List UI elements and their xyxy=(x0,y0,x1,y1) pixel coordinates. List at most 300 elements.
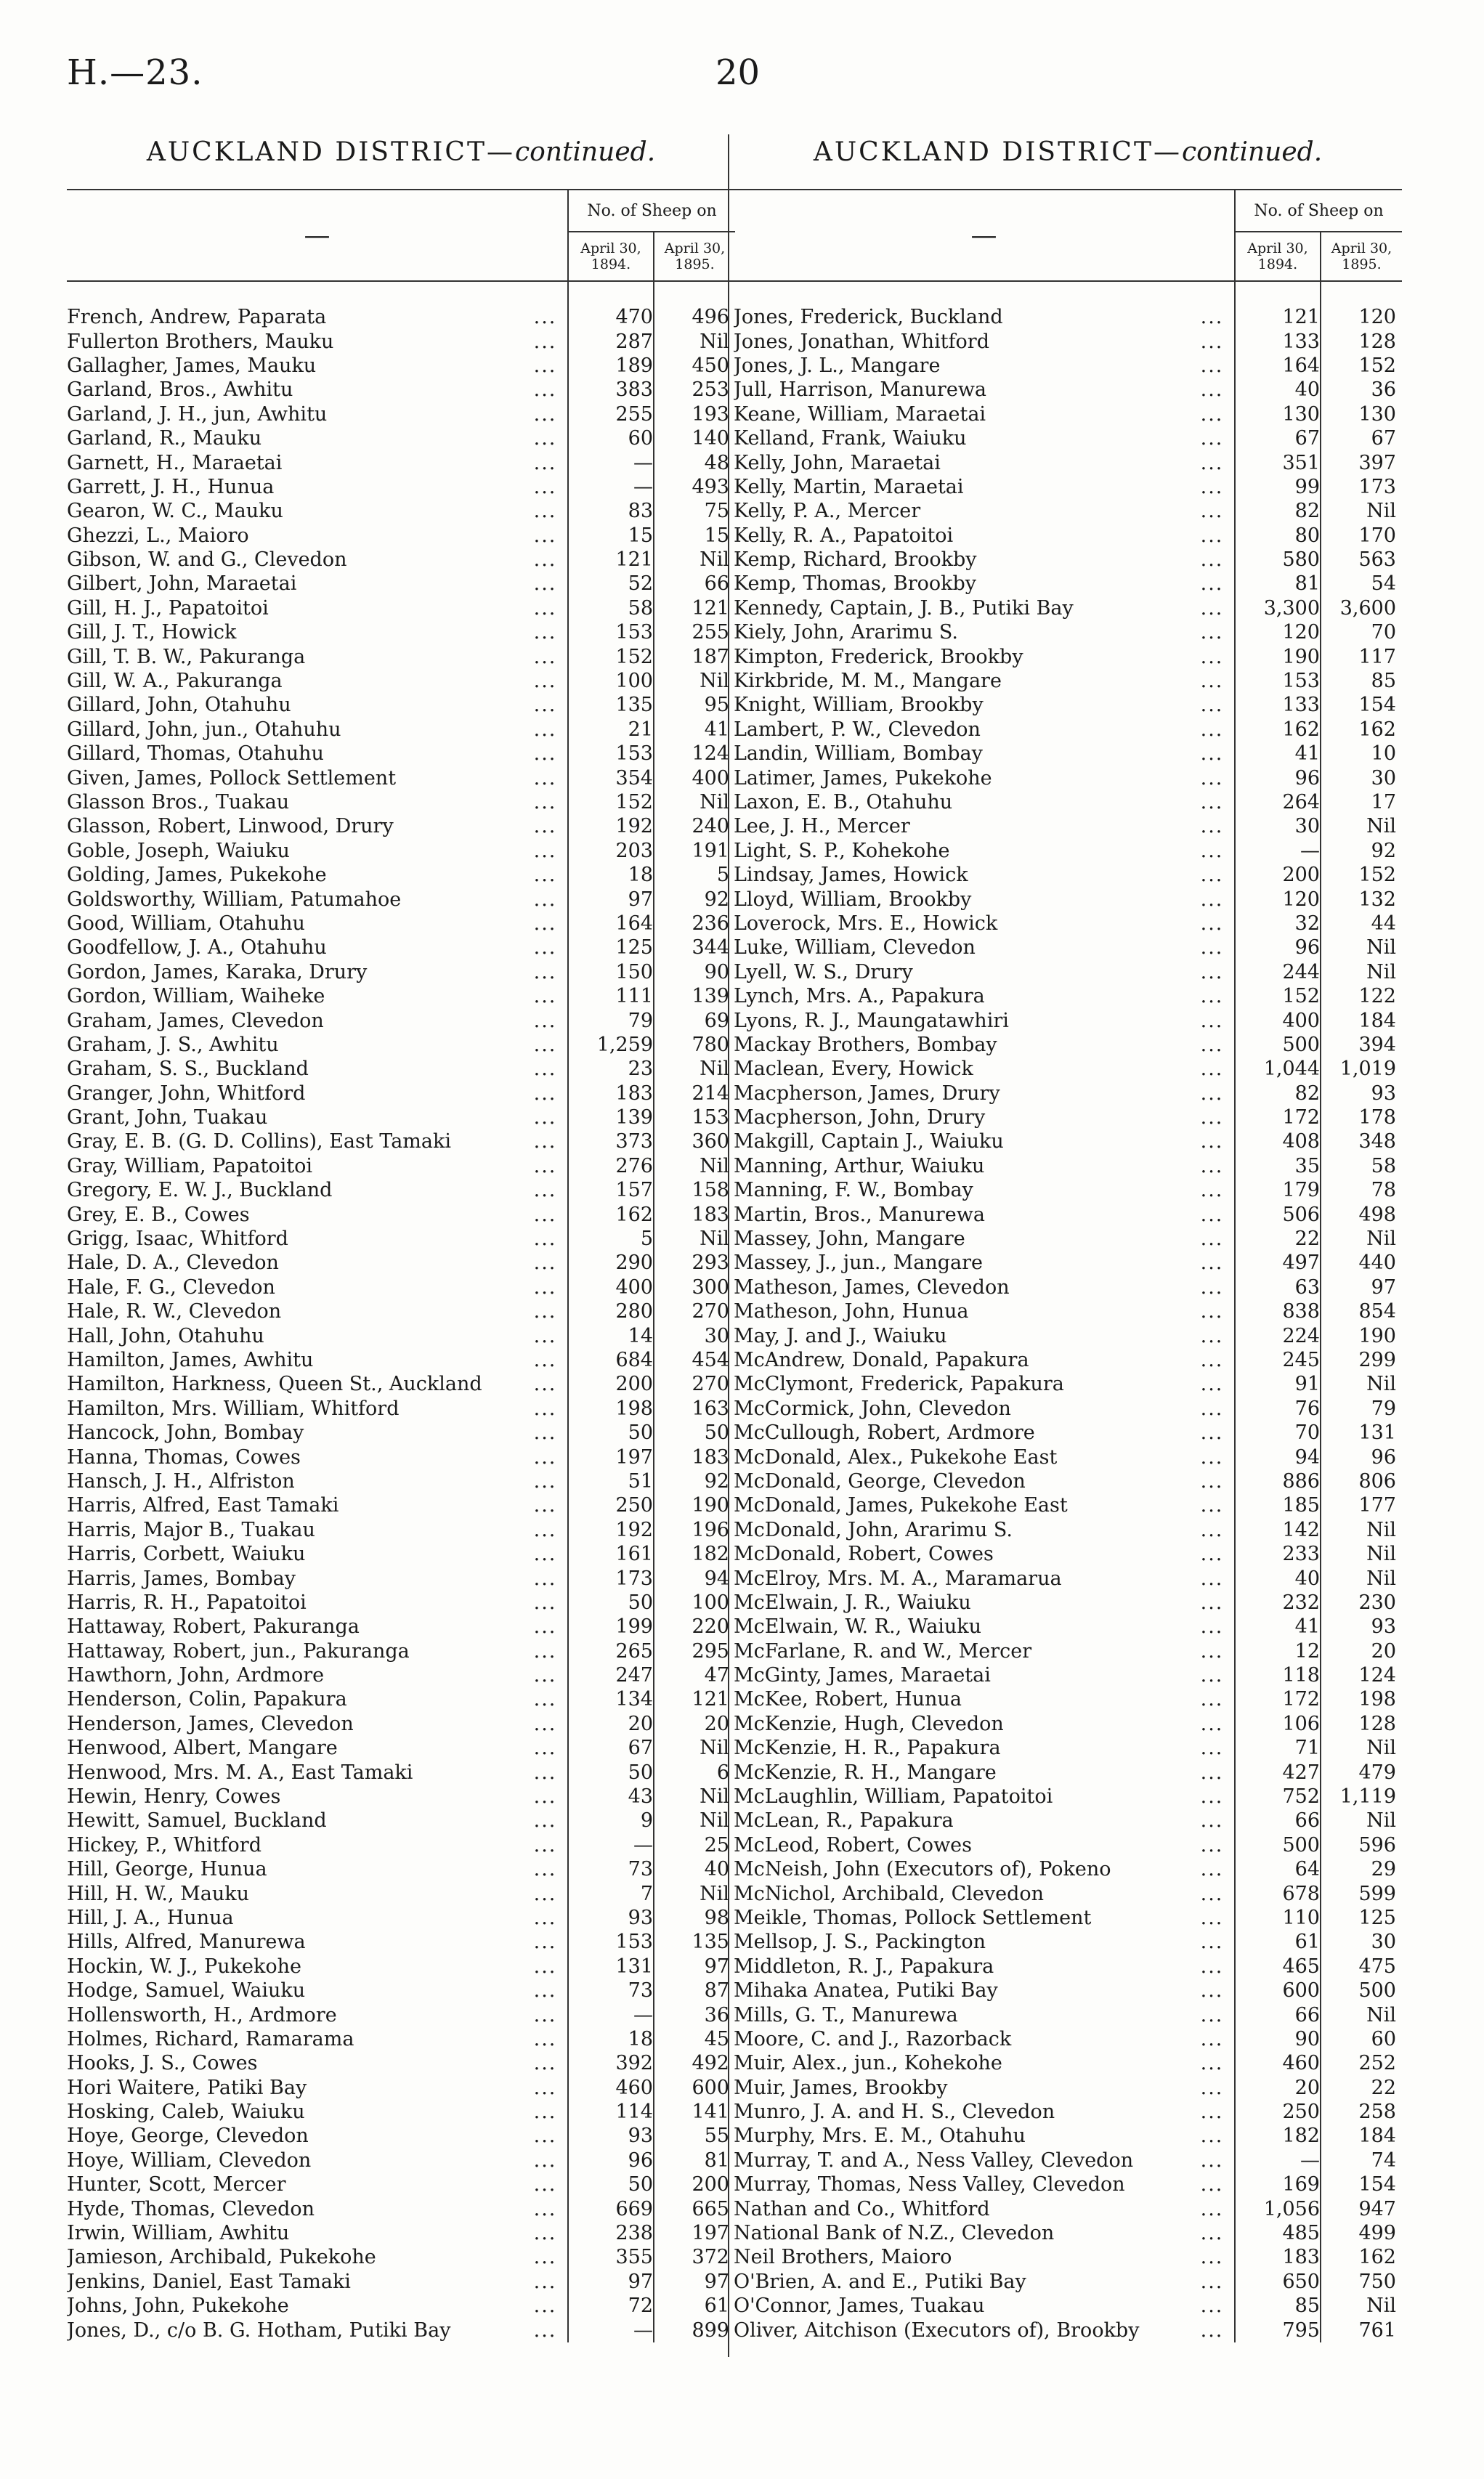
sheep-1894: 465 xyxy=(1235,1955,1321,1979)
table-row xyxy=(734,1105,1402,1129)
sheep-1894: 91 xyxy=(1235,1372,1321,1396)
owner-name: Jull, Harrison, Manurewa xyxy=(734,378,987,402)
sheep-1894: 135 xyxy=(568,693,654,717)
sheep-1894: 3,300 xyxy=(1235,596,1321,620)
leader-dots: ... xyxy=(1200,1445,1224,1469)
sheep-1895: 496 xyxy=(654,305,735,329)
sheep-1895: 125 xyxy=(1321,1906,1402,1930)
leader-dots: ... xyxy=(1200,1203,1224,1226)
leader-dots: ... xyxy=(1200,985,1224,1008)
sheep-1894: 82 xyxy=(1235,1082,1321,1105)
sheep-1895: 50 xyxy=(654,1421,735,1445)
table-row xyxy=(67,960,735,984)
table-row xyxy=(734,1082,1402,1105)
sheep-1895: 54 xyxy=(1321,572,1402,596)
sheep-1894: 354 xyxy=(568,766,654,790)
table-row xyxy=(67,742,735,766)
sheep-1895: Nil xyxy=(654,1736,735,1760)
owner-name: Macpherson, John, Drury xyxy=(734,1106,986,1129)
sheep-1895: 97 xyxy=(1321,1275,1402,1299)
table-row xyxy=(734,1251,1402,1275)
owner-name: Kirkbride, M. M., Mangare xyxy=(734,670,1002,693)
sheep-1895: 97 xyxy=(654,1955,735,1979)
leader-dots: ... xyxy=(533,1058,557,1081)
sheep-1895: 66 xyxy=(654,572,735,596)
owner-name: Hickey, P., Whitford xyxy=(67,1833,261,1857)
leader-dots: ... xyxy=(533,791,557,814)
leader-dots: ... xyxy=(1200,1421,1224,1445)
leader-dots: ... xyxy=(533,1130,557,1153)
leader-dots: ... xyxy=(533,694,557,717)
sheep-1894: 43 xyxy=(568,1785,654,1809)
sheep-1895: 97 xyxy=(654,2270,735,2294)
sheep-1895: 236 xyxy=(654,912,735,936)
table-row xyxy=(734,1154,1402,1178)
owner-name: O'Brien, A. and E., Putiki Bay xyxy=(734,2270,1026,2293)
owner-name: May, J. and J., Waiuku xyxy=(734,1324,947,1347)
sheep-1894: 99 xyxy=(1235,475,1321,499)
sheep-1895: 152 xyxy=(1321,863,1402,887)
leader-dots: ... xyxy=(533,1737,557,1760)
owner-name: Light, S. P., Kohekohe xyxy=(734,839,950,862)
sheep-1894: 400 xyxy=(1235,1008,1321,1032)
sheep-1894: 61 xyxy=(1235,1930,1321,1954)
sheep-1895: 184 xyxy=(1321,2124,1402,2148)
sheep-1895: 92 xyxy=(1321,839,1402,863)
table-row xyxy=(67,669,735,693)
sheep-1894: 795 xyxy=(1235,2318,1321,2342)
table-row xyxy=(734,1979,1402,2003)
owner-name: O'Connor, James, Tuakau xyxy=(734,2295,985,2318)
table-row xyxy=(734,548,1402,572)
sheep-1894: 32 xyxy=(1235,912,1321,936)
sheep-1895: 780 xyxy=(654,1033,735,1057)
sheep-1895: 450 xyxy=(654,354,735,378)
table-row xyxy=(734,2294,1402,2318)
leader-dots: ... xyxy=(533,621,557,644)
table-row xyxy=(67,718,735,742)
owner-name: Gibson, W. and G., Clevedon xyxy=(67,548,347,572)
sheep-1895: 500 xyxy=(1321,1979,1402,2003)
sheep-1895: 154 xyxy=(1321,693,1402,717)
sheep-1895: Nil xyxy=(654,548,735,572)
leader-dots: ... xyxy=(533,306,557,329)
left-column xyxy=(67,131,735,2342)
table-row xyxy=(67,2124,735,2148)
sheep-1895: 67 xyxy=(1321,426,1402,450)
leader-dots: ... xyxy=(533,1664,557,1687)
owner-name: Harris, Major B., Tuakau xyxy=(67,1518,315,1541)
owner-name: Hancock, John, Bombay xyxy=(67,1421,304,1445)
sheep-1894: 183 xyxy=(1235,2245,1321,2269)
leader-dots: ... xyxy=(533,1203,557,1226)
table-row xyxy=(67,766,735,790)
sheep-1894: 245 xyxy=(1235,1348,1321,1372)
sheep-1894: 64 xyxy=(1235,1857,1321,1881)
leader-dots: ... xyxy=(533,1154,557,1177)
owner-name: McFarlane, R. and W., Mercer xyxy=(734,1639,1032,1663)
sheep-1895: 761 xyxy=(1321,2318,1402,2342)
sheep-1894: 182 xyxy=(1235,2124,1321,2148)
sheep-1894: 470 xyxy=(568,305,654,329)
leader-dots: ... xyxy=(1200,1082,1224,1105)
leader-dots: ... xyxy=(533,2173,557,2196)
sheep-1894: 250 xyxy=(568,1493,654,1517)
sheep-1895: 140 xyxy=(654,426,735,450)
table-row xyxy=(67,1712,735,1736)
leader-dots: ... xyxy=(533,2003,557,2026)
sheep-1894: 79 xyxy=(568,1008,654,1032)
table-row xyxy=(67,2245,735,2269)
sheep-1894: — xyxy=(568,2003,654,2026)
owner-name: Kelland, Frank, Waiuku xyxy=(734,427,967,450)
sheep-1894: 83 xyxy=(568,499,654,523)
sheep-1894: 427 xyxy=(1235,1760,1321,1784)
leader-dots: ... xyxy=(1200,1931,1224,1954)
sheep-1895: 158 xyxy=(654,1178,735,1202)
sheep-1894: 250 xyxy=(1235,2100,1321,2124)
sheep-1895: 93 xyxy=(1321,1082,1402,1105)
table-row xyxy=(67,2051,735,2075)
sheep-1895: 30 xyxy=(1321,1930,1402,1954)
table-row xyxy=(734,1881,1402,1905)
leader-dots: ... xyxy=(533,2027,557,2050)
owner-name: Mellsop, J. S., Packington xyxy=(734,1931,986,1954)
sheep-1895: Nil xyxy=(1321,814,1402,838)
table-row xyxy=(67,1251,735,1275)
owner-name: Hill, H. W., Mauku xyxy=(67,1882,249,1905)
sheep-1894: 40 xyxy=(1235,378,1321,402)
owner-name: Garland, R., Mauku xyxy=(67,427,262,450)
table-row xyxy=(67,354,735,378)
table-row xyxy=(67,1930,735,1954)
sheep-1894: 198 xyxy=(568,1397,654,1421)
owner-name: Munro, J. A. and H. S., Clevedon xyxy=(734,2101,1055,2124)
table-row xyxy=(67,2027,735,2051)
owner-name: Harris, James, Bombay xyxy=(67,1567,296,1590)
sheep-1895: 230 xyxy=(1321,1591,1402,1615)
sheep-1895: 806 xyxy=(1321,1469,1402,1493)
sheep-1895: 124 xyxy=(654,742,735,766)
owner-name: McCullough, Robert, Ardmore xyxy=(734,1421,1035,1445)
sheep-1895: 440 xyxy=(1321,1251,1402,1275)
table-row xyxy=(67,402,735,426)
sheep-1894: 161 xyxy=(568,1542,654,1566)
sheep-1895: 122 xyxy=(1321,984,1402,1008)
owner-name: Jones, Jonathan, Whitford xyxy=(734,330,989,353)
owner-name: Hale, D. A., Clevedon xyxy=(67,1251,279,1275)
table-row xyxy=(67,790,735,814)
sheep-1895: 93 xyxy=(1321,1615,1402,1639)
table-row xyxy=(734,1348,1402,1372)
sheep-1894: 408 xyxy=(1235,1129,1321,1153)
sheep-1894: 21 xyxy=(568,718,654,742)
sheep-1895: 183 xyxy=(654,1202,735,1226)
sheep-1895: Nil xyxy=(1321,1542,1402,1566)
owner-name: Hori Waitere, Patiki Bay xyxy=(67,2076,307,2099)
sheep-1894: 110 xyxy=(1235,1906,1321,1930)
table-row xyxy=(734,1227,1402,1251)
owner-name: Jones, D., c/o B. G. Hotham, Putiki Bay xyxy=(67,2318,451,2342)
table-row xyxy=(734,1785,1402,1809)
sheep-1895: 187 xyxy=(654,644,735,668)
sheep-1894: 199 xyxy=(568,1615,654,1639)
sheep-1894: 114 xyxy=(568,2100,654,2124)
leader-dots: ... xyxy=(1200,912,1224,935)
owner-name: Irwin, William, Awhitu xyxy=(67,2222,290,2245)
sheep-1894: 1,259 xyxy=(568,1033,654,1057)
sheep-1895: 899 xyxy=(654,2318,735,2342)
owner-name: Hodge, Samuel, Waiuku xyxy=(67,1979,306,2003)
table-row xyxy=(67,1760,735,1784)
leader-dots: ... xyxy=(533,1421,557,1445)
sheep-1895: 128 xyxy=(1321,1712,1402,1736)
sheep-1894: 50 xyxy=(568,1760,654,1784)
sheep-1895: 132 xyxy=(1321,887,1402,911)
leader-dots: ... xyxy=(1200,1397,1224,1420)
sheep-1895: 74 xyxy=(1321,2149,1402,2172)
sheep-1895: 394 xyxy=(1321,1033,1402,1057)
sheep-1895: Nil xyxy=(1321,499,1402,523)
owner-name: Garland, J. H., jun, Awhitu xyxy=(67,402,328,426)
sheep-1894: 150 xyxy=(568,960,654,984)
leader-dots: ... xyxy=(533,2101,557,2124)
leader-dots: ... xyxy=(1200,694,1224,717)
sheep-1895: 121 xyxy=(654,1687,735,1711)
table-row xyxy=(734,620,1402,644)
table-row xyxy=(734,936,1402,959)
leader-dots: ... xyxy=(533,912,557,935)
sheep-1894: 41 xyxy=(1235,742,1321,766)
sheep-1894: 265 xyxy=(568,1639,654,1663)
owner-name: Hewitt, Samuel, Buckland xyxy=(67,1809,327,1833)
sheep-1895: 5 xyxy=(654,863,735,887)
sheep-1895: 190 xyxy=(654,1493,735,1517)
sheep-1895: 96 xyxy=(1321,1445,1402,1469)
sheep-1894: 600 xyxy=(1235,1979,1321,2003)
leader-dots: ... xyxy=(1200,402,1224,426)
sheep-1895: 162 xyxy=(1321,718,1402,742)
sheep-1895: 397 xyxy=(1321,450,1402,474)
table-row xyxy=(734,2318,1402,2342)
owner-name: McKenzie, Hugh, Clevedon xyxy=(734,1712,1004,1735)
sheep-1894: 63 xyxy=(1235,1275,1321,1299)
owner-name: Graham, S. S., Buckland xyxy=(67,1058,309,1081)
leader-dots: ... xyxy=(533,1543,557,1566)
table-row xyxy=(734,1493,1402,1517)
sheep-1895: 90 xyxy=(654,960,735,984)
sheep-1895: 214 xyxy=(654,1082,735,1105)
owner-name: Meikle, Thomas, Pollock Settlement xyxy=(734,1906,1092,1929)
leader-dots: ... xyxy=(533,1251,557,1275)
owner-name: Gray, William, Papatoitoi xyxy=(67,1154,313,1177)
leader-dots: ... xyxy=(1200,1251,1224,1275)
owner-name: Manning, Arthur, Waiuku xyxy=(734,1154,985,1177)
leader-dots: ... xyxy=(1200,451,1224,474)
leader-dots: ... xyxy=(533,1906,557,1929)
sheep-1894: 121 xyxy=(568,548,654,572)
owner-name: Henwood, Albert, Mangare xyxy=(67,1737,338,1760)
owner-name: Moore, C. and J., Razorback xyxy=(734,2027,1012,2050)
owner-name: Given, James, Pollock Settlement xyxy=(67,766,397,790)
sheep-1895: 69 xyxy=(654,1008,735,1032)
leader-dots: ... xyxy=(533,2125,557,2148)
sheep-1895: 177 xyxy=(1321,1493,1402,1517)
owner-name: Hunter, Scott, Mercer xyxy=(67,2173,286,2196)
leader-dots: ... xyxy=(1200,306,1224,329)
sheep-1895: Nil xyxy=(1321,1566,1402,1590)
table-row xyxy=(67,1154,735,1178)
sheep-1895: 92 xyxy=(654,1469,735,1493)
sheep-1894: 383 xyxy=(568,378,654,402)
table-row xyxy=(734,839,1402,863)
sheep-1895: 270 xyxy=(654,1372,735,1396)
sheep-1894: 224 xyxy=(1235,1323,1321,1347)
sheep-1895: Nil xyxy=(1321,1372,1402,1396)
owner-name: Goble, Joseph, Waiuku xyxy=(67,839,290,862)
table-row xyxy=(67,1397,735,1421)
sheep-1895: 131 xyxy=(1321,1421,1402,1445)
owner-name: Hill, George, Hunua xyxy=(67,1858,267,1881)
table-row xyxy=(734,572,1402,596)
table-row xyxy=(734,524,1402,548)
table-row xyxy=(734,2027,1402,2051)
sheep-1895: 60 xyxy=(1321,2027,1402,2051)
leader-dots: ... xyxy=(1200,1373,1224,1396)
table-row xyxy=(67,1202,735,1226)
sheep-1895: 255 xyxy=(654,620,735,644)
sheep-1894: 179 xyxy=(1235,1178,1321,1202)
table-row xyxy=(67,1469,735,1493)
table-row xyxy=(67,620,735,644)
table-row xyxy=(734,475,1402,499)
sheep-1895: 170 xyxy=(1321,524,1402,548)
leader-dots: ... xyxy=(1200,645,1224,668)
sheep-1894: 183 xyxy=(568,1082,654,1105)
sheep-1895: 191 xyxy=(654,839,735,863)
leader-dots: ... xyxy=(1200,1785,1224,1809)
owner-name: Gillard, John, jun., Otahuhu xyxy=(67,718,341,741)
owner-name: Kelly, John, Maraetai xyxy=(734,451,941,474)
table-row xyxy=(734,1299,1402,1323)
owner-name: Jones, Frederick, Buckland xyxy=(734,306,1003,329)
owner-name: Murray, T. and A., Ness Valley, Clevedon xyxy=(734,2149,1134,2172)
table-row xyxy=(67,378,735,402)
owner-name: McKee, Robert, Hunua xyxy=(734,1688,962,1711)
owner-name: Hoye, George, Clevedon xyxy=(67,2125,309,2148)
owner-name: Grigg, Isaac, Whitford xyxy=(67,1228,288,1251)
leader-dots: ... xyxy=(533,1397,557,1420)
owner-name: Lee, J. H., Mercer xyxy=(734,815,910,838)
leader-dots: ... xyxy=(533,1179,557,1202)
sheep-1894: 192 xyxy=(568,814,654,838)
leader-dots: ... xyxy=(1200,1228,1224,1251)
owner-name: Gillard, Thomas, Otahuhu xyxy=(67,742,324,766)
owner-name: Mihaka Anatea, Putiki Bay xyxy=(734,1979,998,2003)
sheep-1895: 665 xyxy=(654,2196,735,2220)
sheep-1894: 50 xyxy=(568,1421,654,1445)
table-row xyxy=(67,2003,735,2026)
table-row xyxy=(734,766,1402,790)
sheep-1895: 197 xyxy=(654,2221,735,2245)
sheep-1894: 276 xyxy=(568,1154,654,1178)
sheep-1894: 9 xyxy=(568,1809,654,1833)
sheep-1895: 36 xyxy=(654,2003,735,2026)
table-row xyxy=(734,402,1402,426)
owner-name: Harris, Corbett, Waiuku xyxy=(67,1543,306,1566)
table-row xyxy=(734,1687,1402,1711)
sheep-1895: 240 xyxy=(654,814,735,838)
leader-dots: ... xyxy=(533,1300,557,1323)
leader-dots: ... xyxy=(533,1228,557,1251)
leader-dots: ... xyxy=(1200,718,1224,741)
owner-name: Henderson, Colin, Papakura xyxy=(67,1688,347,1711)
leader-dots: ... xyxy=(533,1518,557,1541)
owner-name: McDonald, John, Ararimu S. xyxy=(734,1518,1013,1541)
sheep-1895: Nil xyxy=(1321,2003,1402,2026)
owner-name: Matheson, John, Hunua xyxy=(734,1300,969,1323)
table-row xyxy=(67,1057,735,1081)
owner-name: Hale, F. G., Clevedon xyxy=(67,1275,275,1299)
owner-name: Garnett, H., Maraetai xyxy=(67,451,283,474)
owner-name: Macpherson, James, Drury xyxy=(734,1082,1000,1105)
sheep-1895: 87 xyxy=(654,1979,735,2003)
leader-dots: ... xyxy=(533,1955,557,1978)
leader-dots: ... xyxy=(533,670,557,693)
owner-name: Kelly, P. A., Mercer xyxy=(734,500,921,523)
right-rows xyxy=(734,305,1402,2342)
leader-dots: ... xyxy=(533,1106,557,1129)
sheep-1894: 73 xyxy=(568,1979,654,2003)
sheep-1895: 3,600 xyxy=(1321,596,1402,620)
owner-name: Jamieson, Archibald, Pukekohe xyxy=(67,2246,376,2269)
table-row xyxy=(734,1712,1402,1736)
owner-name: Luke, William, Clevedon xyxy=(734,936,976,959)
table-row xyxy=(734,1008,1402,1032)
owner-name: Kiely, John, Ararimu S. xyxy=(734,621,959,644)
owner-name: Lynch, Mrs. A., Papakura xyxy=(734,985,985,1008)
leader-dots: ... xyxy=(1200,791,1224,814)
leader-dots: ... xyxy=(1200,815,1224,838)
owner-name: Garland, Bros., Awhitu xyxy=(67,378,293,402)
leader-dots: ... xyxy=(533,2246,557,2269)
sheep-1894: 20 xyxy=(568,1712,654,1736)
sheep-1895: 30 xyxy=(654,1323,735,1347)
sheep-1894: — xyxy=(568,475,654,499)
owner-name: Kemp, Richard, Brookby xyxy=(734,548,977,572)
owner-name: Glasson, Robert, Linwood, Drury xyxy=(67,815,394,838)
owner-name: Hattaway, Robert, jun., Pakuranga xyxy=(67,1639,410,1663)
owner-name: Kelly, R. A., Papatoitoi xyxy=(734,524,954,547)
district-heading xyxy=(734,131,1402,189)
table-row xyxy=(67,1785,735,1809)
sheep-1894: 886 xyxy=(1235,1469,1321,1493)
table-row xyxy=(67,1348,735,1372)
sheep-1894: — xyxy=(1235,839,1321,863)
sheep-1895: 173 xyxy=(1321,475,1402,499)
table-row xyxy=(734,1372,1402,1396)
owner-name: Gordon, James, Karaka, Drury xyxy=(67,960,368,983)
sheep-1895: 130 xyxy=(1321,402,1402,426)
sheep-1894: 157 xyxy=(568,1178,654,1202)
sheep-1894: 96 xyxy=(568,2149,654,2172)
table-row xyxy=(734,1955,1402,1979)
sheep-1895: 295 xyxy=(654,1639,735,1663)
sheep-1894: 93 xyxy=(568,1906,654,1930)
table-row xyxy=(734,2245,1402,2269)
sheep-1895: Nil xyxy=(1321,1736,1402,1760)
leader-dots: ... xyxy=(1200,1494,1224,1517)
